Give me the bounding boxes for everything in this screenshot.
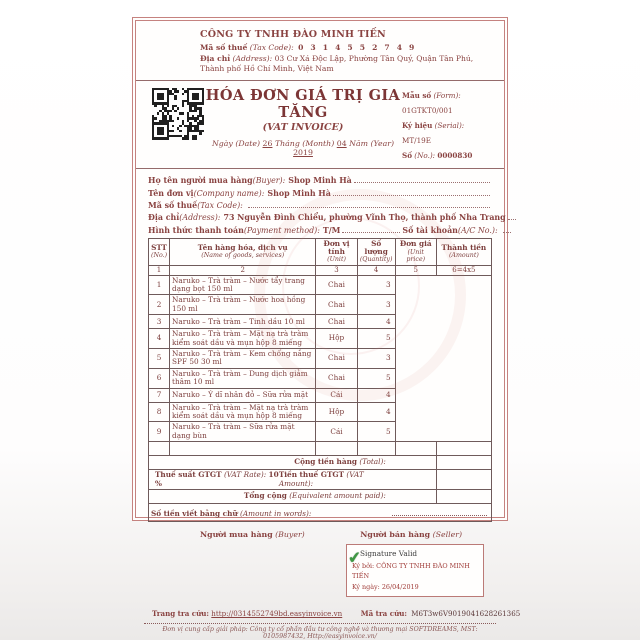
subtotal-amount-cell [436,456,491,470]
subtotal-row: Cộng tiền hàng (Total): [149,456,492,470]
signature-labels [148,530,492,539]
buyer-name: Shop Minh Hà [288,176,352,186]
provider-line: Đơn vị cung cấp giải pháp: Công ty cổ phần đầu tư công nghệ và thương mại SOFTDREAMS, MST: 0105987432, Http://easyinvoice.vn/ [162,626,478,640]
table-row: 6 Naruko – Trà tràm – Dung dịch giảm thâm 10 ml Chai 5 [149,368,492,388]
table-row: 1 Naruko – Trà tràm – Nước tẩy trang dạng bọt 150 ml Chai 3 [149,275,492,295]
form-number: 01GTKT0/001 [402,105,453,115]
invoice-subtitle: (VAT INVOICE) [262,121,344,133]
invoice-meta-box [402,85,492,164]
table-row: 8 Naruko – Trà tràm – Mặt nạ trà tràm kiểm soát dầu và mụn hộp 8 miếng Hộp 4 [149,402,492,422]
buyer-company-line: Tên đơn vị (Company name): Shop Minh Hà [148,185,492,197]
column-number-row: 1 2 3 4 5 6=4x5 [149,265,492,275]
invoice-number-line: Số (No.): 0000830 [402,151,473,161]
vat-amount-cell [436,470,491,490]
form-number-line: Mẫu số (Form): 01GTKT0/001 [402,90,461,115]
col-header-amount: Thành tiền (Amount) [436,238,491,265]
header-divider [136,80,504,81]
grand-total-row: Tổng cộng (Equivalent amount paid): [149,489,492,503]
buyer-address: 73 Nguyễn Đình Chiểu, phường Vĩnh Thọ, thành phố Nha Trang [223,213,506,223]
amount-words-dotted-line [392,507,487,516]
buyer-tax-line: Mã số thuế (Tax Code): [148,198,492,210]
goods-table [148,238,492,522]
amount-in-words-row: Số tiền viết bằng chữ (Amount in words): [149,503,492,521]
table-row: 7 Naruko – Ý dĩ nhân đỏ – Sữa rửa mặt Cái 4 [149,388,492,402]
buyer-block [148,173,506,235]
col-header-qty: Số lượng (Quantity) [357,238,395,265]
lookup-code: M6T3w6V9019041628261365 [411,609,521,619]
empty-table-row [149,442,492,456]
vat-amount-label: Tiền thuế GTGT (VAT Amount): [278,470,364,488]
blank-price-amount-area [395,275,491,441]
payment-line: Hình thức thanh toán (Payment method): T/M Số tài khoản (A/C No.): [148,222,492,234]
seller-address: 03 Cư Xá Độc Lập, Phường Tân Quý, Quận Tân Phú, Thành phố Hồ Chí Minh, Việt Nam [200,54,474,74]
table-row: 2 Naruko – Trà tràm – Nước hoa hồng 150 ml Chai 3 [149,295,492,315]
buyer-address-line: Địa chỉ (Address): 73 Nguyễn Đình Chiểu, phường Vĩnh Thọ, thành phố Nha Trang [148,210,492,222]
col-header-name: Tên hàng hóa, dịch vụ (Name of goods, services) [170,238,316,265]
title-block [148,85,492,164]
lookup-line: Trang tra cứu: http://0314552749bd.easyinvoice.vn Mã tra cứu: M6T3w6V9019041628261365 [152,609,521,619]
grand-total-amount-cell [436,489,491,503]
invoice-month: 04 [336,138,347,148]
invoice-date-line: Ngày (Date) 26 Tháng (Month) 04 Năm (Year) 2019 [211,138,395,157]
invoice-year: 2019 [293,147,313,157]
signed-by: Ký bởi: CÔNG TY TNHH ĐÀO MINH TIẾN [352,561,470,580]
seller-address-line: Địa chỉ (Address): 03 Cư Xá Độc Lập, Phường Tân Quý, Quận Tân Phú, Thành phố Hồ Chí Minh, Việt Nam [200,54,474,74]
invoice-title: HÓA ĐƠN GIÁ TRỊ GIA TĂNG [205,86,401,121]
buyer-signature-label: Người mua hàng (Buyer) [200,529,305,539]
seller-tax-code: 0 3 1 4 5 5 2 7 4 9 [298,42,417,52]
col-header-unit: Đơn vị tính (Unit) [316,238,357,265]
seller-signature-label: Người bán hàng (Seller) [360,529,462,539]
signature-valid-check-icon: ✔ [346,547,363,568]
col-header-stt: STT (No.) [149,238,170,265]
table-header-row [149,238,492,265]
seller-tax-line: Mã số thuế (Tax Code): 0 3 1 4 5 5 2 7 4 9 [200,42,417,52]
signed-date: Ký ngày: 26/04/2019 [352,583,419,592]
lookup-url-link: http://0314552749bd.easyinvoice.vn [211,609,343,619]
footer-dotted-divider [144,623,496,624]
vat-rate-value: 10 % [155,470,279,488]
table-row: 9 Naruko – Trà tràm – Sữa rửa mặt dạng bùn Cái 5 [149,422,492,442]
digital-signature-box [346,544,484,597]
seller-header [200,29,492,75]
title-divider [136,168,504,169]
invoice-day: 26 [262,138,273,148]
qr-code-icon [152,88,204,140]
seller-company-name: CÔNG TY TNHH ĐÀO MINH TIẾN [200,29,386,40]
serial-line: Ký hiệu (Serial): MT/19E [402,120,465,145]
title-center [204,85,402,164]
table-row: 4 Naruko – Trà tràm – Mặt nạ trà tràm kiểm soát dầu và mụn hộp 8 miếng Hộp 5 [149,329,492,349]
payment-method: T/M [322,225,341,235]
buyer-name-line: Họ tên người mua hàng (Buyer): Shop Minh Hà [148,173,492,185]
table-row: 3 Naruko – Trà tràm – Tinh dầu 10 ml Chai 4 [149,315,492,329]
vat-rate: Thuế suất GTGT (VAT Rate): 10 % [155,470,279,488]
signature-valid-text: Signature Valid [360,548,418,558]
col-header-price: Đơn giá (Unit price) [395,238,436,265]
serial-number: MT/19E [402,135,431,145]
buyer-company: Shop Minh Hà [267,188,331,198]
table-row: 5 Naruko – Trà tràm – Kem chống nắng SPF 50 30 ml Chai 3 [149,349,492,369]
invoice-page [132,17,521,640]
invoice-number: 0000830 [437,151,473,161]
vat-row [149,470,492,490]
